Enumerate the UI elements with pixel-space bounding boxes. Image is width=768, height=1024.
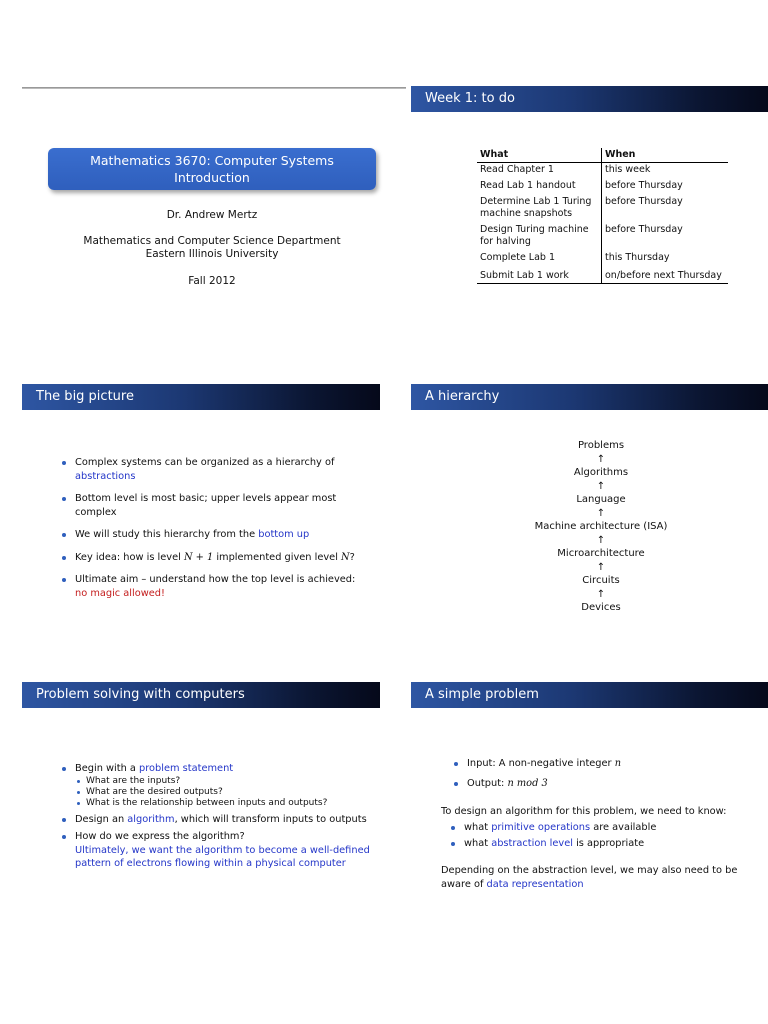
- paragraph: To design an algorithm for this problem, we need to know:: [441, 806, 727, 817]
- term-data-representation: data representation: [486, 878, 584, 890]
- table-row: [477, 163, 728, 180]
- col-when: When: [602, 148, 729, 163]
- hierarchy-level: Microarchitecture: [557, 548, 645, 559]
- slide-heading: Problem solving with computers: [22, 682, 380, 708]
- slide-simple-problem: [411, 682, 768, 942]
- slide-big-picture: [22, 384, 380, 644]
- cell-when: this week: [605, 164, 651, 175]
- sub-item: What are the inputs?: [75, 776, 380, 787]
- sub-item: What are the desired outputs?: [75, 787, 380, 798]
- table-row: [477, 267, 728, 284]
- sub-item: What is the relationship between inputs and outputs?: [75, 798, 380, 809]
- hierarchy-level: Circuits: [582, 575, 620, 586]
- cell-when: on/before next Thursday: [605, 270, 722, 281]
- table-row: [477, 179, 728, 195]
- hierarchy-level: Devices: [581, 602, 621, 613]
- slide-heading: A hierarchy: [411, 384, 768, 410]
- slide-problem-solving: [22, 682, 380, 942]
- cell-what: Read Chapter 1: [477, 163, 602, 180]
- list-item: what abstraction level is appropriate: [451, 837, 751, 851]
- bullet-list: [62, 456, 372, 600]
- slide-title: [22, 86, 406, 346]
- term-abstraction-level: abstraction level: [491, 837, 573, 849]
- col-what: What: [477, 148, 602, 163]
- slide-heading: Week 1: to do: [411, 86, 768, 112]
- list-item: Bottom level is most basic; upper levels appear most complex: [62, 492, 372, 519]
- cell-what: Determine Lab 1 Turing machine snapshots: [477, 195, 602, 223]
- hierarchy-level: Machine architecture (ISA): [534, 521, 668, 532]
- arrow-up-icon: ↑: [596, 534, 606, 546]
- table-row: [477, 223, 728, 251]
- list-item: Design an algorithm, which will transform inputs to outputs: [62, 813, 380, 827]
- requirements-list: [451, 821, 751, 850]
- cell-what: Design Turing machine for halving: [477, 223, 602, 251]
- list-item: Ultimate aim – understand how the top level is achieved: no magic allowed!: [62, 573, 372, 600]
- arrow-up-icon: ↑: [596, 561, 606, 573]
- table-row: [477, 195, 728, 223]
- cell-when: before Thursday: [605, 180, 683, 191]
- todo-table: [477, 148, 728, 284]
- list-item: what primitive operations are available: [451, 821, 751, 835]
- list-item: Key idea: how is level N + 1 implemented given level N?: [62, 551, 372, 565]
- arrow-up-icon: ↑: [596, 588, 606, 600]
- term-problem-statement: problem statement: [139, 763, 234, 774]
- hierarchy-level: Algorithms: [573, 467, 629, 478]
- slide-heading: The big picture: [22, 384, 380, 410]
- cell-what: Read Lab 1 handout: [477, 179, 602, 195]
- term-primitive-operations: primitive operations: [491, 822, 591, 833]
- course-title-line2: Introduction: [174, 170, 250, 185]
- table-row: [477, 251, 728, 267]
- list-item: Output: n mod 3: [454, 777, 754, 791]
- cell-when: this Thursday: [605, 252, 670, 263]
- slide-heading: A simple problem: [411, 682, 768, 708]
- course-title-box: [48, 148, 376, 190]
- paragraph: Depending on the abstraction level, we may also need to be aware of data representation: [441, 865, 738, 890]
- hierarchy-level: Problems: [577, 440, 625, 451]
- cell-when: before Thursday: [605, 224, 683, 235]
- arrow-up-icon: ↑: [596, 480, 606, 492]
- slide-top-rule: [22, 87, 406, 89]
- arrow-up-icon: ↑: [596, 453, 606, 465]
- no-magic-note: no magic allowed!: [75, 587, 165, 599]
- io-list: [454, 757, 754, 790]
- cell-what: Complete Lab 1: [477, 251, 602, 267]
- term-algorithm: algorithm: [127, 813, 175, 825]
- slide-hierarchy: [411, 384, 768, 644]
- hierarchy-level: Language: [576, 494, 626, 505]
- cell-what: Submit Lab 1 work: [477, 267, 602, 284]
- hierarchy-stack: [411, 439, 768, 615]
- list-item: Input: A non-negative integer n: [454, 757, 754, 771]
- list-item: We will study this hierarchy from the bottom up: [62, 528, 372, 542]
- bullet-list: [62, 762, 380, 871]
- department: Mathematics and Computer Science Department: [83, 235, 341, 247]
- arrow-up-icon: ↑: [596, 507, 606, 519]
- course-title-line1: Mathematics 3670: Computer Systems: [90, 153, 334, 168]
- list-item: How do we express the algorithm? Ultimately, we want the algorithm to become a well-defined pattern of electrons flowing within a physical computer: [62, 830, 380, 871]
- table-header-row: [477, 148, 728, 163]
- list-item: Begin with a problem statement What are the inputs? What are the desired outputs? What is the relationship between inputs and outputs?: [62, 762, 380, 809]
- term: Fall 2012: [188, 275, 236, 287]
- term-abstractions: abstractions: [75, 470, 136, 482]
- author: Dr. Andrew Mertz: [166, 209, 258, 221]
- term-bottom-up: bottom up: [258, 529, 310, 540]
- list-item: Complex systems can be organized as a hierarchy of abstractions: [62, 456, 372, 483]
- sub-list: [75, 776, 380, 809]
- university: Eastern Illinois University: [145, 248, 279, 260]
- slide-week1: [411, 86, 768, 346]
- cell-when: before Thursday: [605, 196, 683, 207]
